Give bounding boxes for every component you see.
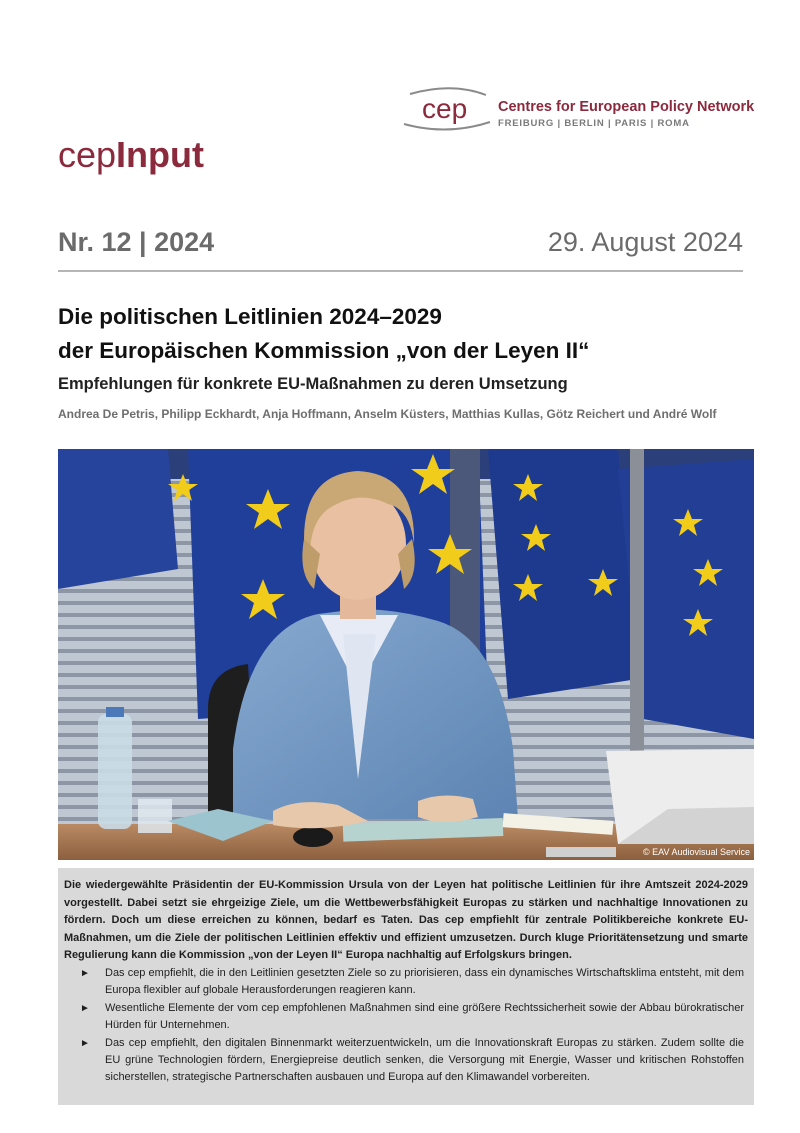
bullet-arrow-icon: ► <box>80 1002 90 1014</box>
cep-logo-mark <box>402 86 494 132</box>
header-divider <box>58 270 743 272</box>
logo-wordmark: cep <box>422 93 468 124</box>
cover-photo <box>58 449 754 860</box>
list-item-text: Wesentliche Elemente der vom cep empfohlenen Maßnahmen sind eine größere Rechtssicherheit sowie der Abbau bürokratischer Hürden für Unternehmen. <box>105 1001 744 1032</box>
author-list: Andrea De Petris, Philipp Eckhardt, Anja Hoffmann, Anselm Küsters, Matthias Kullas, Götz Reichert und André Wolf <box>58 407 717 421</box>
list-item-text: Das cep empfiehlt, den digitalen Binnenmarkt weiterzuentwickeln, um die Innovationskraft Europas zu stärken. Zudem sollte die EU grüne Technologien fördern, Energiepreise deutlich senken, die Versorgung mit Energie, Wasser und kritischen Rohstoffen sicherstellen, strategische Partnerschaften ausbauen und Europa auf den Klimawandel vorbereiten. <box>105 1036 744 1084</box>
cep-network-logo <box>402 86 755 136</box>
series-prefix: cep <box>58 134 117 175</box>
list-item <box>80 965 744 1000</box>
summary-box <box>58 868 754 1105</box>
summary-intro: Die wiedergewählte Präsidentin der EU-Kommission Ursula von der Leyen hat politische Leitlinien für ihre Amtszeit 2024-2029 vorgestellt. Dabei setzt sie ehrgeizige Ziele, um die Wettbewerbsfähigkeit Europas zu stärken und nachhaltige Innovationen zu fördern. Doch um diese erreichen zu können, bedarf es Taten. Das cep empfiehlt für zentrale Politikbereiche konkrete EU-Maßnahmen, um die Ziele der politischen Leitlinien effektiv und effizient umzusetzen. Durch kluge Prioritätensetzung und smarte Regulierung kann die Kommission „von der Leyen II“ Europa nachhaltig auf Erfolgskurs bringen. <box>64 879 748 962</box>
page-title <box>58 300 748 368</box>
recommendation-list <box>80 965 744 1087</box>
bullet-arrow-icon: ► <box>80 1037 90 1049</box>
cover-photo-illustration <box>58 449 754 860</box>
title-line-2: der Europäischen Kommission „von der Leyen II“ <box>58 338 590 363</box>
network-cities: FREIBURG | BERLIN | PARIS | ROMA <box>498 118 690 129</box>
photo-credit: © EAV Audiovisual Service <box>642 847 750 857</box>
list-item <box>80 1035 744 1087</box>
page-subtitle: Empfehlungen für konkrete EU-Maßnahmen zu deren Umsetzung <box>58 375 568 393</box>
list-item-text: Das cep empfiehlt, die in den Leitlinien gesetzten Ziele so zu priorisieren, dass ein dynamisches Wirtschaftsklima entsteht, mit dem Europa flexibler auf globale Herausforderungen reagieren kann. <box>105 967 744 997</box>
series-name: Input <box>116 134 205 175</box>
list-item <box>80 1000 744 1035</box>
network-name: Centres for European Policy Network <box>498 99 755 115</box>
issue-number: Nr. 12 | 2024 <box>58 227 215 257</box>
title-line-1: Die politischen Leitlinien 2024–2029 <box>58 304 442 329</box>
bullet-arrow-icon: ► <box>80 968 90 979</box>
series-title <box>58 134 204 176</box>
issue-date: 29. August 2024 <box>547 227 743 257</box>
